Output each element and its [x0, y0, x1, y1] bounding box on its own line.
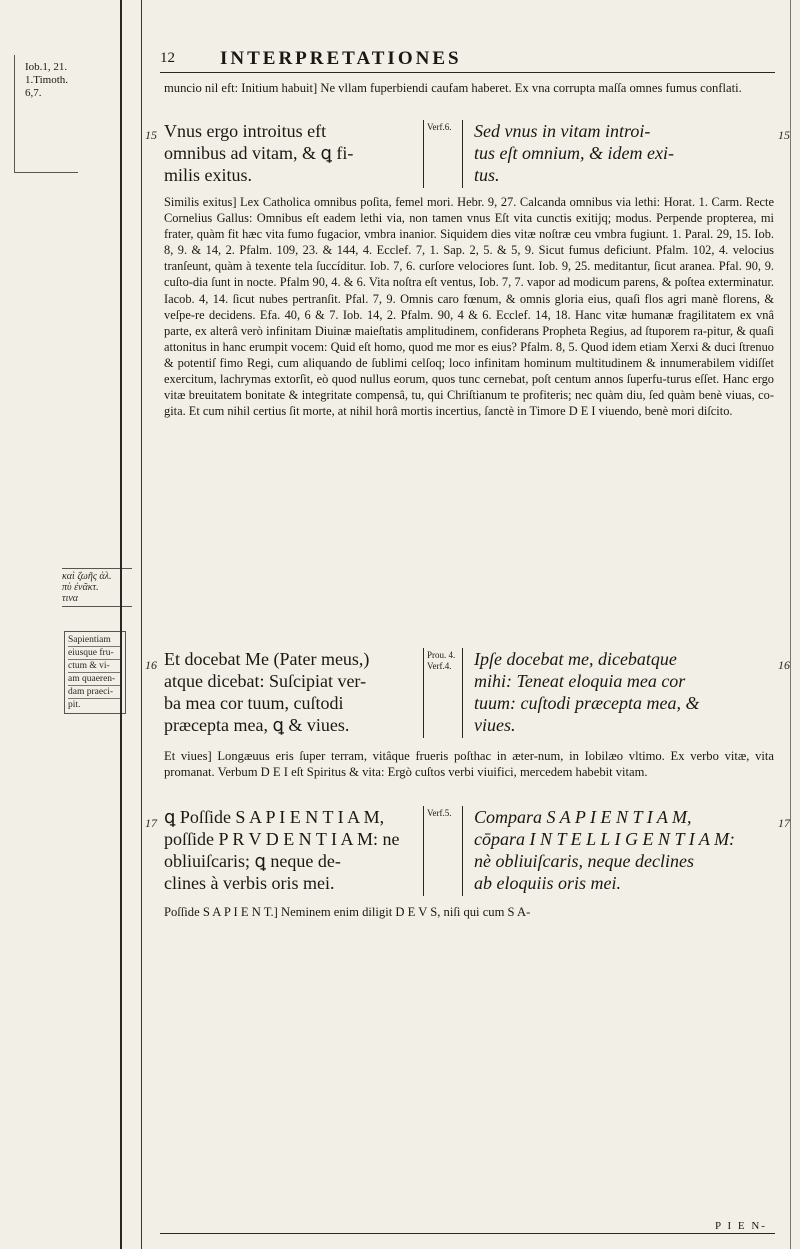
verse-ref-line: Verf.5. [427, 808, 452, 818]
verse-line: tus. [474, 165, 500, 185]
margin-reference [14, 55, 78, 173]
verse-reference [423, 120, 463, 188]
greek-line: πὺ ἐνᾶκτ. [62, 582, 99, 593]
sap-line: Sapientiam [68, 634, 122, 647]
page-number: 12 [160, 50, 175, 66]
sap-line: pit. [68, 700, 81, 710]
sap-line: eiusque fru- [68, 647, 122, 660]
margin-ref-line: 1.Timoth. [25, 74, 69, 86]
verse-line: viues. [474, 715, 516, 735]
verse-line: tuum: cuſtodi præcepta mea, & [474, 693, 700, 713]
verse-line: mihi: Teneat eloquia mea cor [474, 671, 686, 691]
margin-rule [120, 0, 122, 1249]
catchword: P I E N- [715, 1220, 767, 1232]
verse-alternate [474, 648, 764, 736]
verse-line: milis exitus. [164, 165, 253, 185]
line-number-right: 16 [778, 658, 790, 672]
verse-line: Sed vnus in vitam introi- [474, 121, 651, 141]
verse-line: Compara S A P I E N T I A M, [474, 807, 692, 827]
margin-ref-line: 6,7. [25, 87, 42, 99]
verse-latin [164, 120, 414, 186]
verse-line: Et docebat Me (Pater meus,) [164, 649, 370, 669]
verse-line: poſſide P R V D E N T I A M: ne [164, 829, 400, 849]
verse-line: tus eſt omnium, & idem exi- [474, 143, 674, 163]
verse-ref-line: Prou. 4. [427, 650, 456, 660]
verse-line: ab eloquiis oris mei. [474, 873, 621, 893]
sap-line: dam praeci- [68, 686, 122, 699]
verse-17 [164, 806, 774, 896]
greek-line: τινα [62, 593, 79, 604]
commentary-1: Similis exitus] Lex Catholica omnibus poſita, femel mori. Hebr. 9, 27. Calcanda omnibus via lethi: Horat. 1. Carm. Recte Cornelius Gallus: Omnibus eſt eadem lethi via, non tamen vnus Eſt vita cunctis exitijq; modus. Perpende propterea, mi frater, quàm fit hæc vita fumo fugacior, vmbra inanior. Siquidem dies vitæ noſtræ ceu vmbra fugiunt. 1. Paral. 29, 15. Iob. 8, 9. & 14, 2. Pfalm. 109, 23. & 144, 4. Ecclef. 7, 1. Sap. 2, 5. & 5, 9. Sicut fumus deficiunt. Pfalm. 102, 4. velocius tranſeunt, quàm à texente tela ſuccíditur. Iob. 7, 6. curſore velociores ſunt. Iob. 9, 25. meditantur, ſicut aranea. Pfal. 90, 9. cuſto-dia ſunt in nocte. Pfalm 90, 4. & 6. Vita noſtra eſt ventus, Iob. 7, 7. vapor ad modicum parens, & poſtea exterminatur. Iacob. 4, 14. ſicut nubes pertranſit. Pfal. 7, 9. Omnis caro fœnum, & omnis gloria eius, quaſi flos agri manè florens, & veſpe-re decidens. Efa. 40, 6 & 7. Iob. 14, 2. Pfalm. 90, 4 & 6. Ecclef. 14, 18. Hanc vitæ humanæ fragilitatem ex vnâ parte, ex alterâ verò infinitam Diuinæ maieſtatis amplitudinem, confiderans Propheta Regius, ad ſtuporem ra-pitur, & quaſi attonitus in hanc erumpit vocem: Quid eſt homo, quod me mor es eius? Pfalm. 8, 5. Quod idem etiam Xerxi & duci ſtrenuo & potentiſ fimo Regi, cum aliquando de ſublimi celſoq; loco infinitam hominum multitudinem & innumerabilem vidiſſet exercitum, lachrymas extorſit, eò quod nullus eorum, quos tunc cernebat, poſt centum annos ſuperfu-turus eſſet. Hanc ergo vitæ breuitatem bonitate & integritate compensâ, tu, qui Chriſtianum te profiteris; nec quàm diu, ſed quàm benè viuas, co-gita. Et cum nihil certius ſit morte, at nihil horâ mortis incertius, ſanctè in Timore D E I viuendo, benè mori diſcito. [164, 195, 774, 419]
verse-latin [164, 648, 414, 736]
margin-ref-line: Iob.1, 21. [25, 61, 68, 73]
verse-line: atque dicebat: Suſcipiat ver- [164, 671, 367, 691]
running-head: INTERPRETATIONES [220, 48, 462, 69]
verse-ref-line: Verf.4. [427, 661, 452, 671]
verse-line: cōpara I N T E L L I G E N T I A M: [474, 829, 736, 849]
verse-line: Ipſe docebat me, dicebatque [474, 649, 677, 669]
verse-line: ꝗ Poſſide S A P I E N T I A M, [164, 807, 385, 827]
margin-sapientia-note [64, 631, 126, 714]
line-number-right: 15 [778, 128, 790, 142]
verse-line: clines à verbis oris mei. [164, 873, 335, 893]
intro-text: muncio nil eft: Initium habuit] Ne vllam fuperbiendi caufam haberet. Ex vna corrupta maſſa omnes fumus conflati. [164, 81, 742, 95]
verse-line: obliuiſcaris; ꝗ neque de- [164, 851, 341, 871]
verse-line: nè obliuiſcaris, neque declines [474, 851, 694, 871]
line-number-left: 16 [145, 658, 157, 672]
margin-rule-inner [141, 0, 142, 1249]
verse-line: Vnus ergo introitus eft [164, 121, 327, 141]
verse-line: ba mea cor tuum, cuſtodi [164, 693, 344, 713]
greek-line: καὶ ζωῆς ἀλ. [62, 571, 112, 582]
line-number-left: 15 [145, 128, 157, 142]
verse-6 [164, 120, 774, 188]
verse-reference [423, 806, 463, 896]
line-number-left: 17 [145, 816, 157, 830]
verse-line: omnibus ad vitam, & ꝗ fi- [164, 143, 354, 163]
verse-16 [164, 648, 774, 738]
verse-alternate [474, 120, 764, 186]
verse-ref-line: Verf.6. [427, 122, 452, 132]
sap-line: am quaeren- [68, 673, 122, 686]
commentary-3: Poſſide S A P I E N T.] Neminem enim diligit D E V S, niſi qui cum S A- [164, 905, 531, 919]
commentary-2: Et viues] Longæuus eris ſuper terram, vitâque frueris poſthac in æter-num, in Iobilæo vltimo. Ex verbo vitæ, vita promanat. Verbum D E I eſt Spiritus & vita: Ergò cuſtos verbi viuifici, mercedem habebit vitam. [164, 749, 774, 779]
sap-line: ctum & vi- [68, 660, 122, 673]
left-margin [0, 0, 132, 1249]
page-header [160, 48, 775, 73]
verse-latin [164, 806, 414, 894]
verse-alternate [474, 806, 764, 894]
page-edge [790, 0, 791, 1249]
verse-reference [423, 648, 463, 738]
line-number-right: 17 [778, 816, 790, 830]
verse-line: præcepta mea, ꝗ & viues. [164, 715, 350, 735]
bottom-rule [160, 1233, 775, 1234]
